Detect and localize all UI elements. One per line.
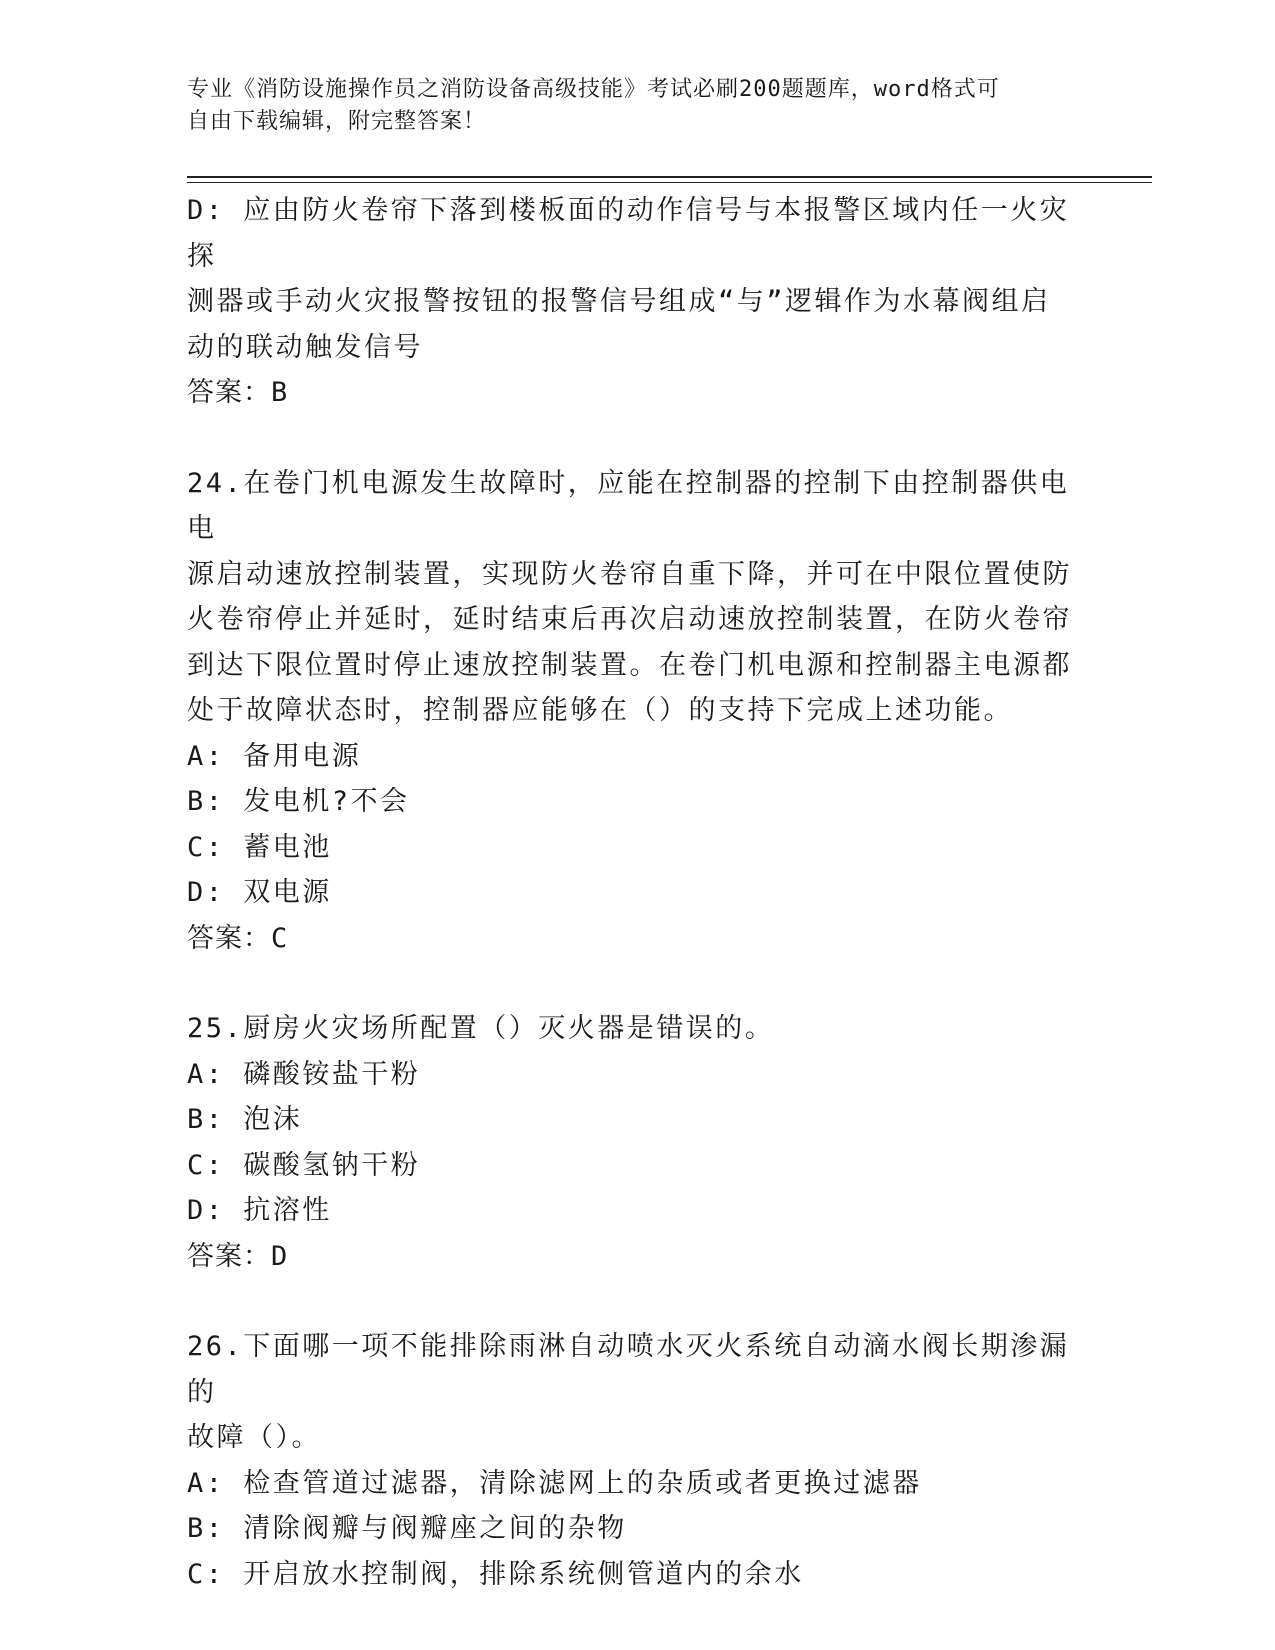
question-24 [187,461,1087,962]
option-text: 动的联动触发信号 [187,331,423,363]
spacer [187,961,1087,1006]
option-c: C: 开启放水控制阀，排除系统侧管道内的余水 [187,1558,804,1590]
question-25 [187,1006,1087,1279]
option-a: A: 备用电源 [187,740,362,772]
answer-line: 答案：D [187,1240,289,1272]
question-stem: 故障（）。 [187,1422,321,1453]
option-a: A: 磷酸铵盐干粉 [187,1058,421,1090]
option-text: 测器或手动火灾报警按钮的报警信号组成“与”逻辑作为水幕阀组启 [187,286,1051,317]
option-c: C: 蓄电池 [187,831,332,863]
answer-line: 答案：B [187,377,289,408]
option-c: C: 碳酸氢钠干粉 [187,1149,421,1181]
spacer [187,416,1087,461]
page-header [187,74,1067,138]
header-divider-thin [187,182,1152,183]
option-d: D: 抗溶性 [187,1195,332,1226]
question-stem: 25.厨房火灾场所配置（）灭火器是错误的。 [187,1013,775,1044]
header-divider [187,176,1152,178]
option-text: D: 应由防火卷帘下落到楼板面的动作信号与本报警区域内任一火灾探 [187,195,1070,272]
header-line: 自由下载编辑，附完整答案！ [187,109,487,134]
question-stem: 26.下面哪一项不能排除雨淋自动喷水灭火系统自动滴水阀长期渗漏的 [187,1331,1070,1408]
question-stem: 到达下限位置时停止速放控制装置。在卷门机电源和控制器主电源都 [187,649,1072,681]
option-b: B: 泡沫 [187,1104,303,1135]
question-23-tail [187,188,1087,416]
question-stem: 24.在卷门机电源发生故障时，应能在控制器的控制下由控制器供电电 [187,467,1070,544]
option-b: B: 发电机?不会 [187,786,410,817]
question-stem: 处于故障状态时，控制器应能够在（）的支持下完成上述功能。 [187,695,1013,726]
answer-line: 答案：C [187,922,289,954]
question-26 [187,1324,1087,1597]
option-a: A: 检查管道过滤器，清除滤网上的杂质或者更换过滤器 [187,1467,922,1499]
header-line: 专业《消防设施操作员之消防设备高级技能》考试必刷200题题库，word格式可 [187,77,1000,102]
spacer [187,1279,1087,1324]
option-d: D: 双电源 [187,877,332,908]
question-stem: 火卷帘停止并延时，延时结束后再次启动速放控制装置，在防火卷帘 [187,604,1072,635]
question-stem: 源启动速放控制装置，实现防火卷帘自重下降，并可在中限位置使防 [187,558,1072,590]
question-content [187,188,1087,1597]
option-b: B: 清除阀瓣与阀瓣座之间的杂物 [187,1513,627,1544]
